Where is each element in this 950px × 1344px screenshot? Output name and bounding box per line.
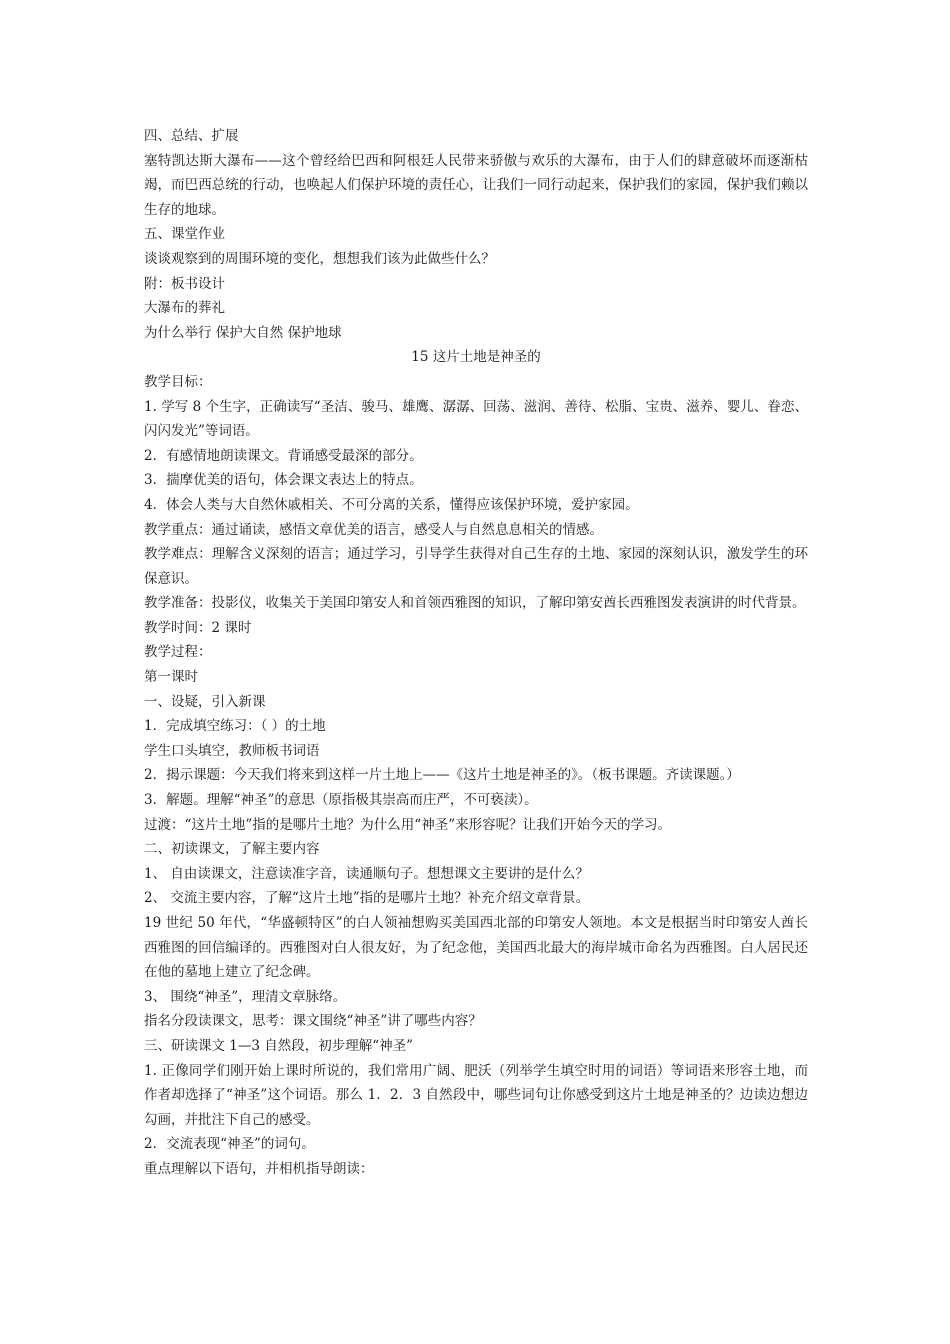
first-lesson-label: 第一课时 [144, 669, 198, 686]
section-heading-homework: 五、课堂作业 [144, 226, 225, 243]
paragraph-homework: 谈谈观察到的周围环境的变化，想想我们该为此做些什么？ [144, 250, 495, 267]
background-paragraph: 19 世纪 50 年代，“华盛顿特区”的白人领袖想购买美国西北部的印第安人领地。本文是根据当时印第安人酋长西雅图的回信编译的。西雅图对白人很友好，为了纪念他，美国西北最大的海岸城市命名为西雅图。白人居民还在他的墓地上建立了纪念碑。 [144, 915, 808, 981]
board-design-label: 附：板书设计 [144, 275, 225, 292]
objective-1: 1. 学写 8 个生字，正确读写“圣洁、骏马、雄鹰、潺潺、回荡、滋润、善待、松脂、宝贵、滋养、婴儿、眷恋、闪闪发光”等词语。 [144, 398, 808, 440]
objective-4: 4．体会人类与大自然休戚相关、不可分离的关系，懂得应该保护环境，爱护家园。 [144, 496, 639, 513]
section-heading-study: 三、研读课文 1—3 自然段，初步理解“神圣” [144, 1037, 414, 1054]
teaching-process-label: 教学过程： [144, 644, 212, 661]
study-step-1: 1. 正像同学们刚开始上课时所说的，我们常用广阔、肥沃（列举学生填空时用的词语）等词语来形容土地，而作者却选择了“神圣”这个词语。那么 1．2．3 自然段中，哪些词句让你感受到这片土地是神圣的？边读边想边勾画，并批注下自己的感受。 [144, 1062, 808, 1128]
board-title: 大瀑布的葬礼 [144, 300, 225, 317]
transition-text: 过渡：“这片土地”指的是哪片土地？为什么用“神圣”来形容呢？让我们开始今天的学习。 [144, 816, 672, 833]
teaching-preparation: 教学准备：投影仪，收集关于美国印第安人和首领西雅图的知识，了解印第安酋长西雅图发表演讲的时代背景。 [144, 595, 806, 612]
section-heading-intro: 一、设疑，引入新课 [144, 693, 266, 710]
intro-step-2: 2．揭示课题：今天我们将来到这样一片土地上——《这片土地是神圣的》。（板书课题。齐读课题。） [144, 767, 740, 784]
reading-step-2: 2、 交流主要内容，了解“这片土地”指的是哪片土地？补充介绍文章背景。 [144, 890, 590, 907]
intro-step-1-note: 学生口头填空，教师板书词语 [144, 742, 320, 759]
study-focus-note: 重点理解以下语句，并相机指导朗读： [144, 1160, 374, 1177]
objective-2: 2．有感情地朗读课文。背诵感受最深的部分。 [144, 447, 423, 464]
study-step-2: 2．交流表现“神圣”的词句。 [144, 1136, 315, 1153]
lesson-title: 15 这片土地是神圣的 [411, 349, 541, 366]
paragraph-waterfall: 塞特凯达斯大瀑布——这个曾经给巴西和阿根廷人民带来骄傲与欢乐的大瀑布，由于人们的肆意破坏而逐渐枯竭，而巴西总统的行动，也唤起人们保护环境的责任心，让我们一同行动起来，保护我们的家园，保护我们赖以生存的地球。 [144, 152, 808, 218]
teaching-difficulty: 教学难点：理解含义深刻的语言；通过学习，引导学生获得对自己生存的土地、家园的深刻认识，激发学生的环保意识。 [144, 546, 808, 587]
objective-3: 3．揣摩优美的语句，体会课文表达上的特点。 [144, 472, 423, 489]
intro-step-1: 1．完成填空练习：（ ）的土地 [144, 718, 326, 735]
section-heading-summary: 四、总结、扩展 [144, 128, 239, 144]
teaching-time: 教学时间：2 课时 [144, 619, 252, 636]
document-page [144, 124, 808, 1182]
intro-step-3: 3．解题。理解“神圣”的意思（原指极其崇高而庄严，不可亵渎）。 [144, 792, 538, 809]
board-content: 为什么举行 保护大自然 保护地球 [144, 324, 342, 341]
reading-step-1: 1、 自由读课文，注意读准字音，读通顺句子。想想课文主要讲的是什么？ [144, 865, 589, 882]
section-heading-first-reading: 二、初读课文，了解主要内容 [144, 841, 320, 858]
teaching-focus: 教学重点：通过诵读，感悟文章优美的语言，感受人与自然息息相关的情感。 [144, 521, 603, 538]
reading-step-3-note: 指名分段读课文，思考：课文围绕“神圣”讲了哪些内容？ [144, 1013, 482, 1030]
objectives-label: 教学目标： [144, 373, 212, 390]
reading-step-3: 3、 围绕“神圣”，理清文章脉络。 [144, 988, 347, 1005]
